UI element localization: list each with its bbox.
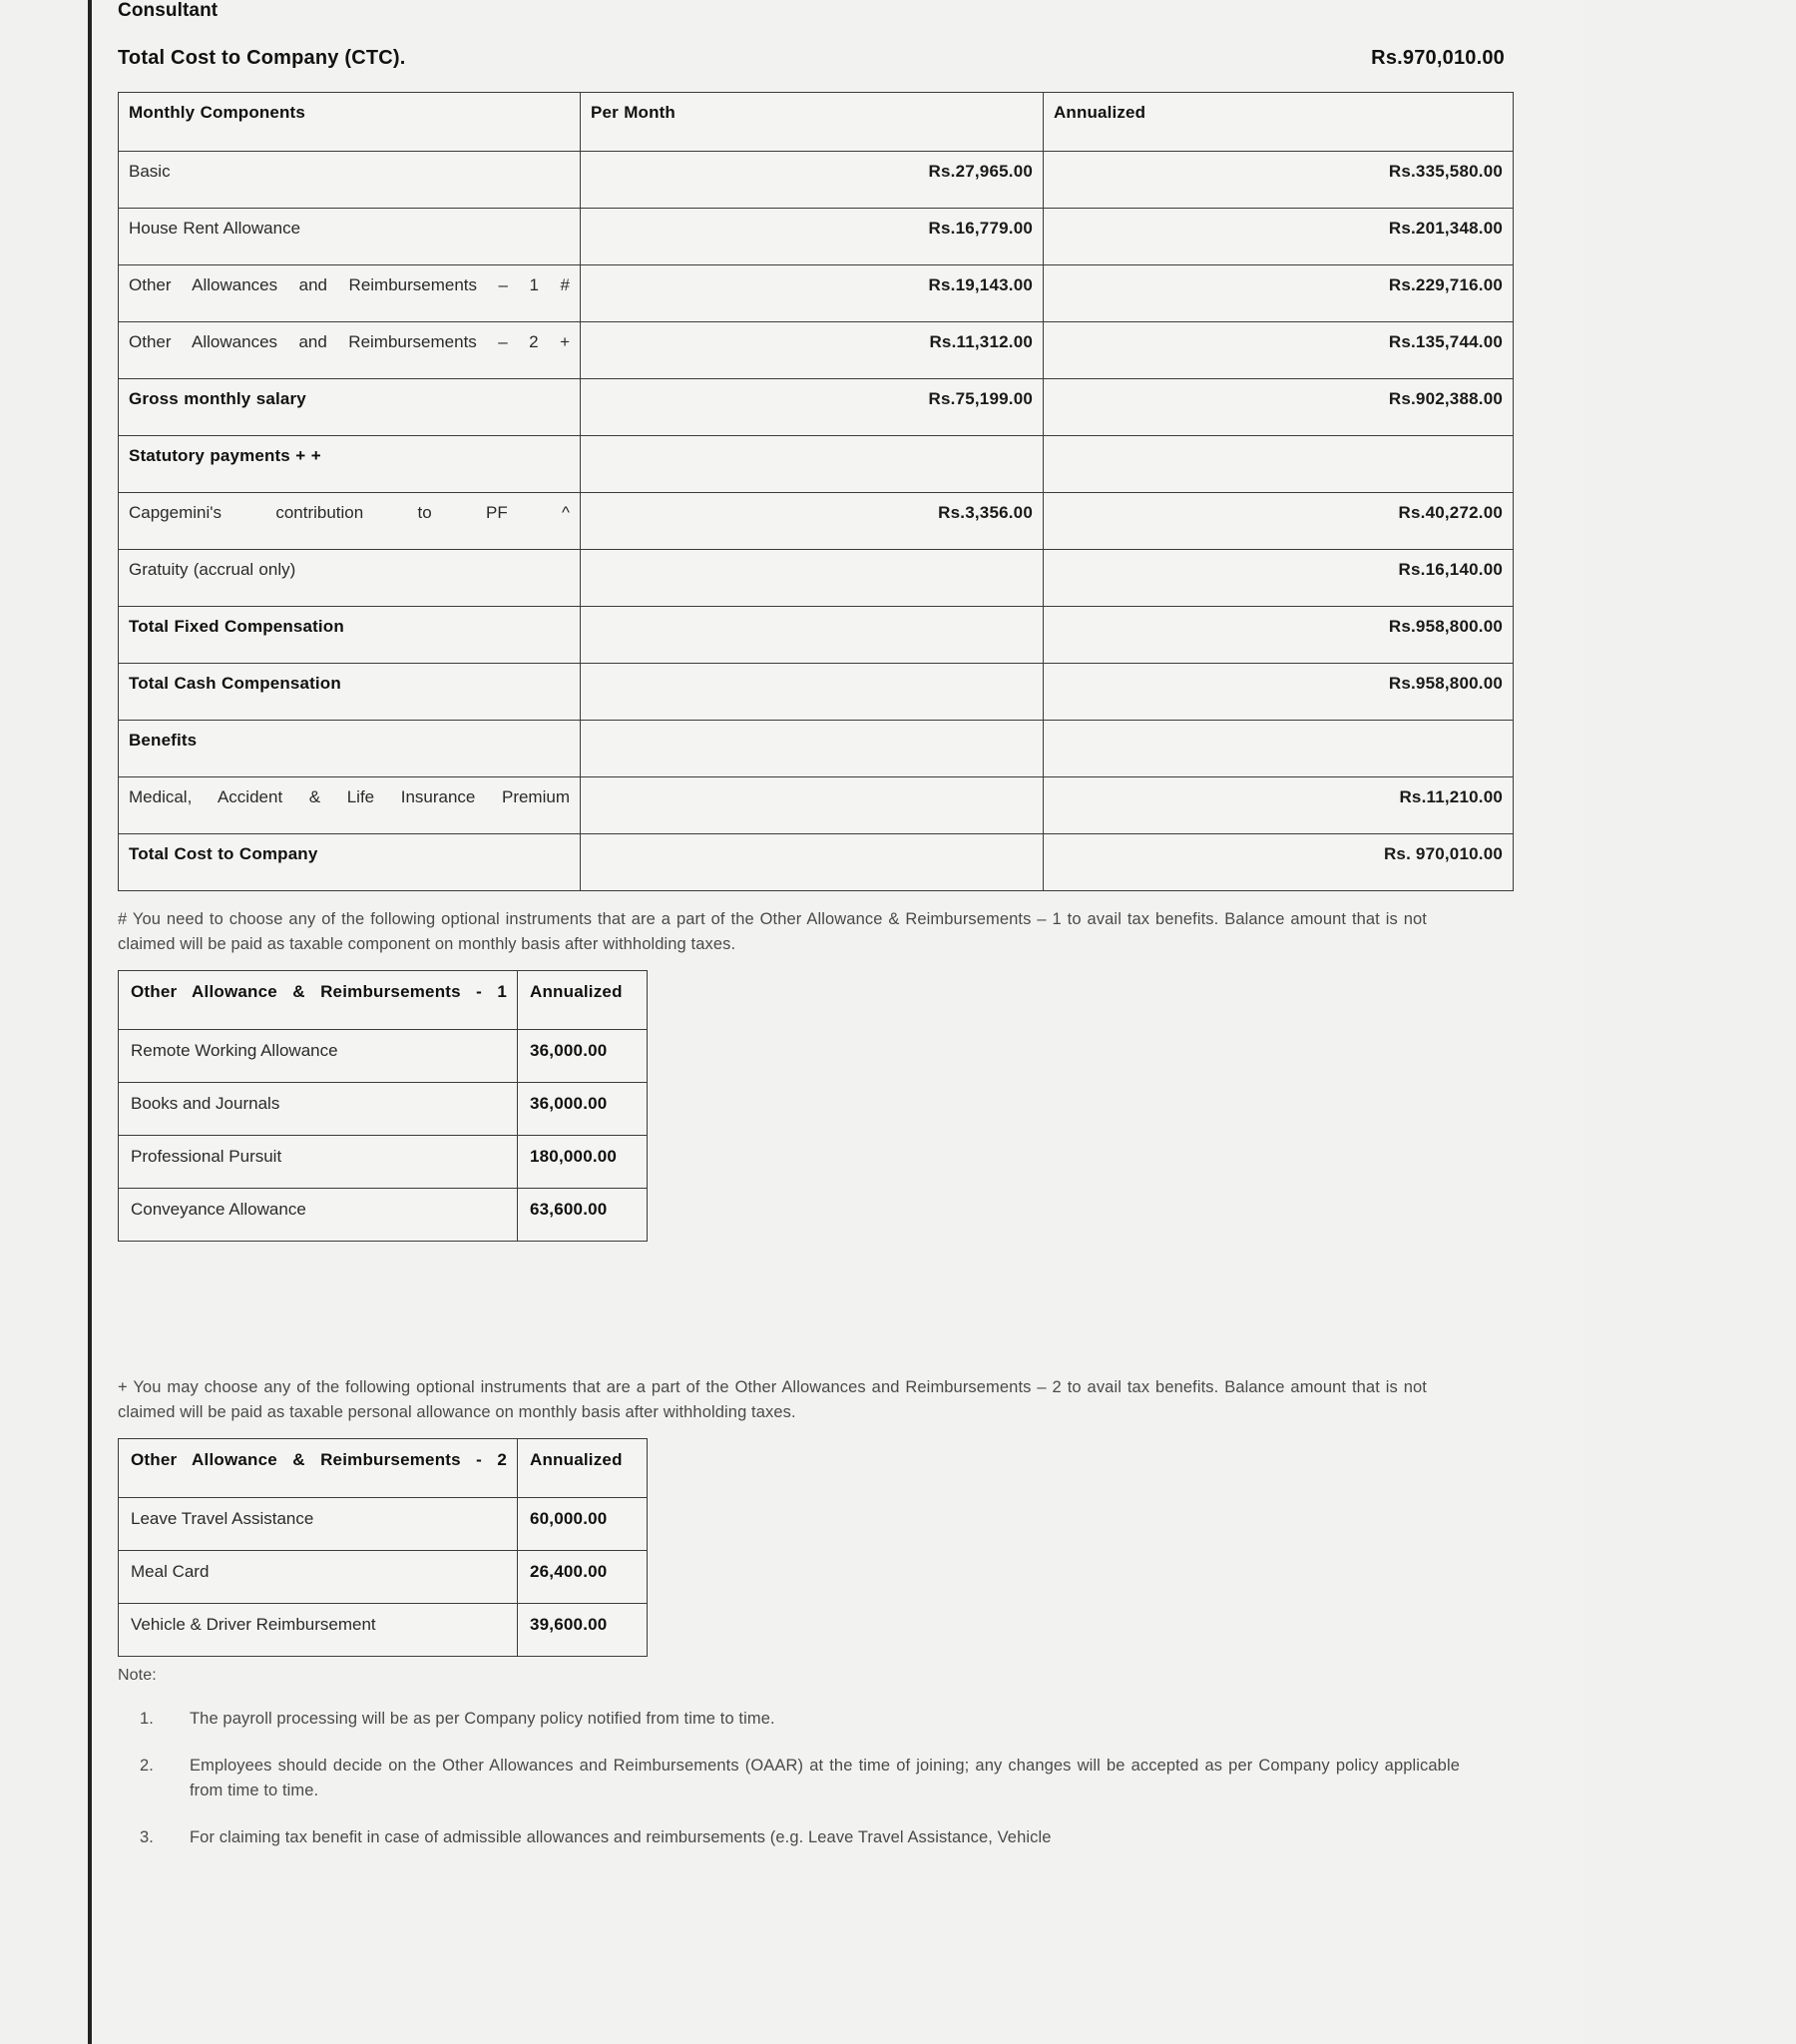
- row-annualized: Rs.201,348.00: [1044, 209, 1514, 265]
- column-header-per-month: Per Month: [581, 93, 1044, 152]
- row-per-month: [581, 664, 1044, 721]
- oaar2-header-row: [119, 1439, 648, 1498]
- table-row: [119, 664, 1514, 721]
- note-number: 1.: [140, 1710, 154, 1728]
- section-spacer: [118, 1242, 1515, 1359]
- notes-list: [118, 1707, 1460, 1850]
- list-item: [118, 1707, 1460, 1732]
- row-label: Conveyance Allowance: [119, 1189, 518, 1242]
- table-row: [119, 493, 1514, 550]
- list-item: [118, 1754, 1460, 1803]
- table-row: [119, 607, 1514, 664]
- row-annualized: Rs.40,272.00: [1044, 493, 1514, 550]
- footnote-oaar2: + You may choose any of the following optional instruments that are a part of the Other Allowances and Reimbursements – 2 to avail tax benefits. Balance amount that is not claimed will be paid as taxable personal allowance on monthly basis after withholding taxes.: [118, 1378, 1427, 1421]
- oaar2-header-value: Annualized: [518, 1439, 648, 1498]
- notes-title: Note:: [118, 1667, 157, 1684]
- row-per-month: [581, 550, 1044, 607]
- row-value: 26,400.00: [518, 1551, 648, 1604]
- table-row: [119, 1498, 648, 1551]
- row-annualized: Rs.11,210.00: [1044, 777, 1514, 834]
- row-annualized: Rs.135,744.00: [1044, 322, 1514, 379]
- row-label: Professional Pursuit: [119, 1136, 518, 1189]
- note-text: Employees should decide on the Other Allowances and Reimbursements (OAAR) at the time of joining; any changes will be accepted as per Company policy applicable from time to time.: [190, 1757, 1460, 1799]
- row-annualized: Rs.902,388.00: [1044, 379, 1514, 436]
- oaar1-table: [118, 970, 648, 1242]
- row-label: Vehicle & Driver Reimbursement: [119, 1604, 518, 1657]
- row-value: 36,000.00: [518, 1030, 648, 1083]
- table-row: [119, 152, 1514, 209]
- row-annualized: Rs.958,800.00: [1044, 664, 1514, 721]
- row-per-month: [581, 834, 1044, 891]
- note-number: 3.: [140, 1828, 154, 1846]
- row-per-month: Rs.27,965.00: [581, 152, 1044, 209]
- row-value: 63,600.00: [518, 1189, 648, 1242]
- table-row: [119, 322, 1514, 379]
- row-label: Meal Card: [119, 1551, 518, 1604]
- row-per-month: [581, 607, 1044, 664]
- row-label: Medical, Accident & Life Insurance Premium: [119, 777, 581, 834]
- row-label: Statutory payments + +: [119, 436, 581, 493]
- row-label: Remote Working Allowance: [119, 1030, 518, 1083]
- ctc-breakdown-table: [118, 92, 1514, 891]
- table-row: [119, 550, 1514, 607]
- row-per-month: [581, 777, 1044, 834]
- row-label: House Rent Allowance: [119, 209, 581, 265]
- row-per-month: Rs.3,356.00: [581, 493, 1044, 550]
- row-annualized: Rs.229,716.00: [1044, 265, 1514, 322]
- ctc-summary-line: [118, 47, 1513, 70]
- oaar1-header-value: Annualized: [518, 971, 648, 1030]
- row-annualized: Rs.958,800.00: [1044, 607, 1514, 664]
- oaar2-table-wrap: [118, 1438, 1515, 1657]
- oaar1-table-body: [119, 971, 648, 1242]
- row-label: Total Fixed Compensation: [119, 607, 581, 664]
- row-label: Benefits: [119, 721, 581, 777]
- table-header-row: [119, 93, 1514, 152]
- oaar2-table: [118, 1438, 648, 1657]
- row-per-month: Rs.19,143.00: [581, 265, 1044, 322]
- table-row: [119, 379, 1514, 436]
- row-label: Capgemini's contribution to PF ^: [119, 493, 581, 550]
- column-header-component: Monthly Components: [119, 93, 581, 152]
- row-per-month: Rs.16,779.00: [581, 209, 1044, 265]
- row-annualized: Rs.335,580.00: [1044, 152, 1514, 209]
- role-title: Consultant: [118, 0, 219, 21]
- ctc-value: Rs.970,010.00: [1371, 47, 1505, 69]
- row-value: 36,000.00: [518, 1083, 648, 1136]
- row-per-month: [581, 436, 1044, 493]
- table-row: [119, 721, 1514, 777]
- note-number: 2.: [140, 1757, 154, 1775]
- row-label: Gross monthly salary: [119, 379, 581, 436]
- table-row: [119, 777, 1514, 834]
- row-label: Basic: [119, 152, 581, 209]
- row-value: 180,000.00: [518, 1136, 648, 1189]
- oaar2-table-body: [119, 1439, 648, 1657]
- oaar1-header-row: [119, 971, 648, 1030]
- row-label: Books and Journals: [119, 1083, 518, 1136]
- row-label: Other Allowances and Reimbursements – 2 +: [119, 322, 581, 379]
- row-per-month: Rs.11,312.00: [581, 322, 1044, 379]
- document-page: [88, 0, 1584, 2044]
- row-label: Total Cost to Company: [119, 834, 581, 891]
- row-annualized: Rs.16,140.00: [1044, 550, 1514, 607]
- row-label: Gratuity (accrual only): [119, 550, 581, 607]
- row-label: Other Allowances and Reimbursements – 1 #: [119, 265, 581, 322]
- list-item: [118, 1825, 1460, 1850]
- table-row: [119, 1189, 648, 1242]
- table-row: [119, 1604, 648, 1657]
- note-text: The payroll processing will be as per Company policy notified from time to time.: [190, 1710, 775, 1728]
- table-row: [119, 834, 1514, 891]
- row-per-month: Rs.75,199.00: [581, 379, 1044, 436]
- row-annualized: [1044, 436, 1514, 493]
- row-per-month: [581, 721, 1044, 777]
- table-row: [119, 1083, 648, 1136]
- row-label: Total Cash Compensation: [119, 664, 581, 721]
- column-header-annualized: Annualized: [1044, 93, 1514, 152]
- table-row: [119, 1136, 648, 1189]
- footnote-oaar1: # You need to choose any of the following optional instruments that are a part of the Other Allowance & Reimbursements – 1 to avail tax benefits. Balance amount that is not claimed will be paid as taxable component on monthly basis after withholding taxes.: [118, 910, 1427, 953]
- oaar1-header-label: Other Allowance & Reimbursements - 1: [119, 971, 518, 1030]
- row-annualized: [1044, 721, 1514, 777]
- row-value: 39,600.00: [518, 1604, 648, 1657]
- row-label: Leave Travel Assistance: [119, 1498, 518, 1551]
- ctc-table-body: [119, 93, 1514, 891]
- ctc-label: Total Cost to Company (CTC).: [118, 47, 406, 69]
- oaar2-header-label: Other Allowance & Reimbursements - 2: [119, 1439, 518, 1498]
- table-row: [119, 436, 1514, 493]
- table-row: [119, 265, 1514, 322]
- table-row: [119, 209, 1514, 265]
- row-annualized: Rs. 970,010.00: [1044, 834, 1514, 891]
- table-row: [119, 1030, 648, 1083]
- note-text: For claiming tax benefit in case of admissible allowances and reimbursements (e.g. Leave Travel Assistance, Vehicle: [190, 1828, 1052, 1846]
- document-body: [118, 0, 1515, 1850]
- row-value: 60,000.00: [518, 1498, 648, 1551]
- table-row: [119, 1551, 648, 1604]
- oaar1-table-wrap: [118, 970, 1515, 1242]
